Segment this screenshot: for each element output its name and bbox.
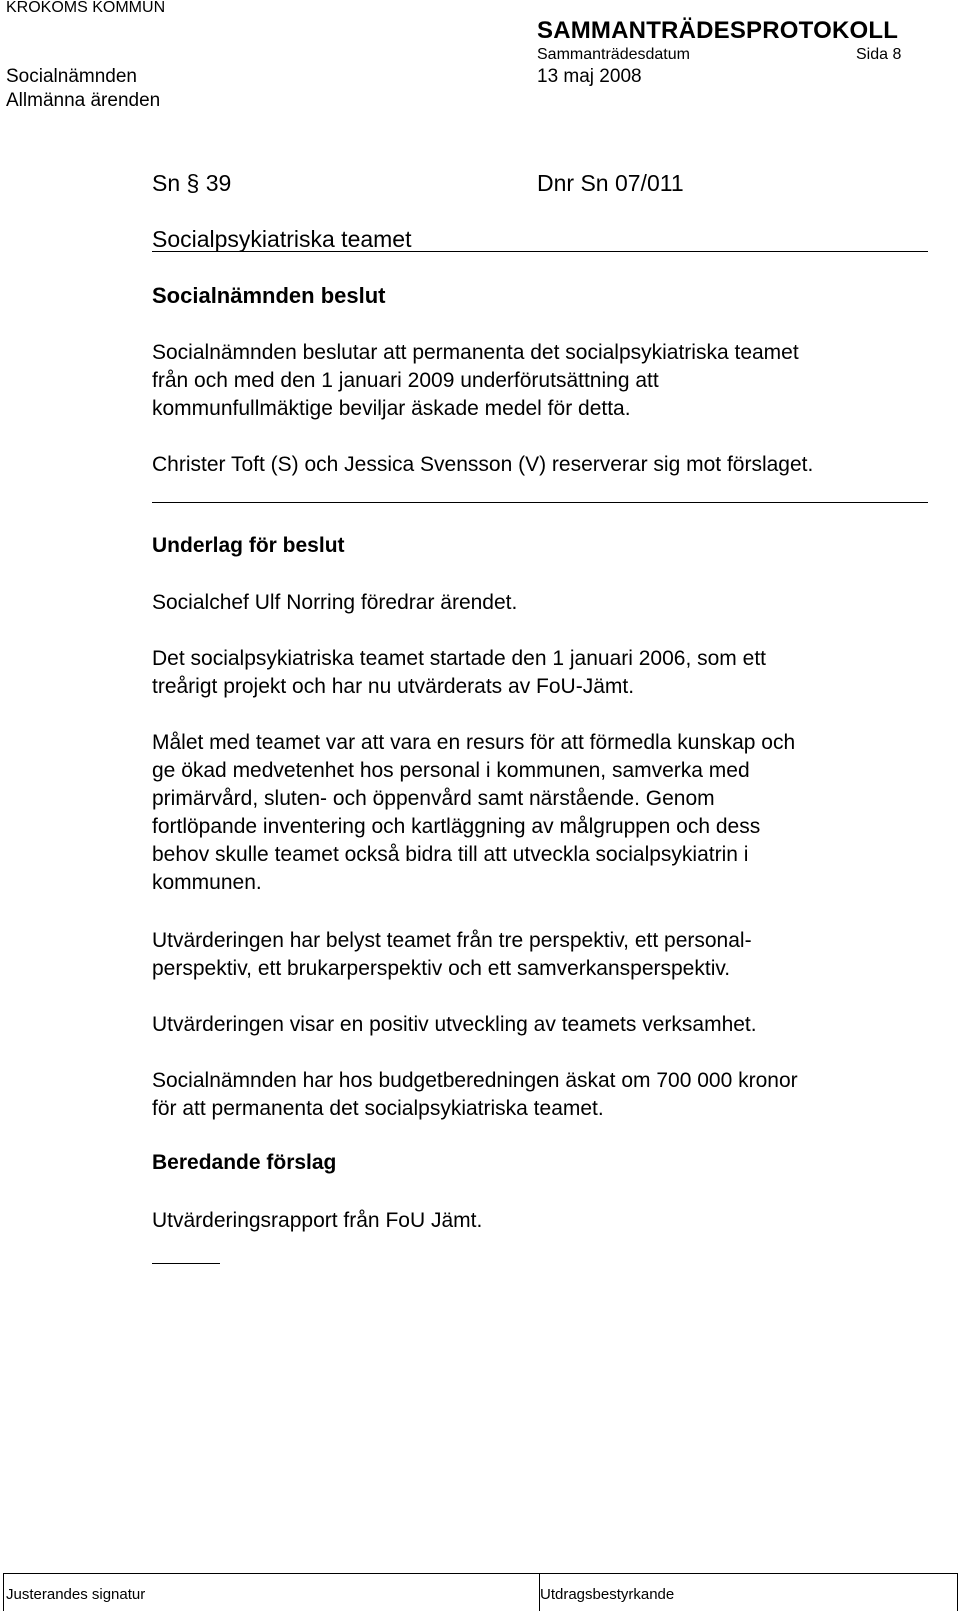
paragraph-line: kommunen.	[152, 871, 262, 894]
paragraph-line: perspektiv, ett brukarperspektiv och ett samverkansperspektiv.	[152, 957, 731, 980]
page-number: Sida 8	[856, 46, 902, 63]
certification-label: Utdragsbestyrkande	[540, 1586, 675, 1603]
basis-paragraph-6	[152, 1067, 798, 1123]
decision-line: Socialnämnden beslutar att permanenta det socialpsykiatriska teamet	[152, 341, 799, 364]
paragraph-line: Det socialpsykiatriska teamet startade den 1 januari 2006, som ett	[152, 647, 766, 670]
paragraph-line: fortlöpande inventering och kartläggning av målgruppen och dess	[152, 815, 761, 838]
decision-text	[152, 339, 799, 423]
signature-label: Justerandes signatur	[6, 1586, 146, 1603]
paragraph-line: treårigt projekt och har nu utvärderats av FoU-Jämt.	[152, 675, 635, 698]
basis-paragraph-1: Socialchef Ulf Norring föredrar ärendet.	[152, 591, 518, 614]
document-type-title: SAMMANTRÄDESPROTOKOLL	[537, 17, 899, 44]
basis-paragraph-3	[152, 729, 795, 897]
basis-paragraph-2	[152, 645, 766, 701]
matter-dnr: Dnr Sn 07/011	[537, 170, 684, 196]
section-divider	[152, 502, 928, 503]
matter-number: Sn § 39	[152, 170, 232, 196]
reservation-text: Christer Toft (S) och Jessica Svensson (V) reserverar sig mot förslaget.	[152, 453, 814, 476]
paragraph-line: ge ökad medvetenhet hos personal i kommunen, samverka med	[152, 759, 750, 782]
decision-line: från och med den 1 januari 2009 underförutsättning att	[152, 369, 659, 392]
footer-signature-box	[3, 1573, 540, 1611]
matter-title-underline	[152, 251, 928, 252]
paragraph-line: Socialnämnden har hos budgetberedningen äskat om 700 000 kronor	[152, 1069, 798, 1092]
paragraph-line: för att permanenta det socialpsykiatriska teamet.	[152, 1097, 604, 1120]
paragraph-line: Målet med teamet var att vara en resurs för att förmedla kunskap och	[152, 731, 796, 754]
basis-paragraph-4	[152, 927, 752, 983]
basis-heading: Underlag för beslut	[152, 534, 345, 557]
decision-line: kommunfullmäktige beviljar äskade medel för detta.	[152, 397, 631, 420]
committee-name: Socialnämnden	[6, 66, 137, 87]
organisation-name: KROKOMS KOMMUN	[6, 0, 166, 16]
paragraph-line: behov skulle teamet också bidra till att utveckla socialpsykiatrin i	[152, 843, 749, 866]
basis-paragraph-5: Utvärderingen visar en positiv utveckling av teamets verksamhet.	[152, 1013, 757, 1036]
meeting-date-label: Sammanträdesdatum	[537, 46, 690, 63]
decision-heading: Socialnämnden beslut	[152, 283, 386, 308]
section-name: Allmänna ärenden	[6, 90, 161, 111]
paragraph-line: Utvärderingen har belyst teamet från tre perspektiv, ett personal-	[152, 929, 752, 952]
meeting-date: 13 maj 2008	[537, 66, 642, 87]
end-mark	[152, 1263, 220, 1264]
proposal-heading: Beredande förslag	[152, 1151, 337, 1174]
paragraph-line: primärvård, sluten- och öppenvård samt närstående. Genom	[152, 787, 715, 810]
footer-certification-box	[538, 1573, 958, 1611]
matter-title: Socialpsykiatriska teamet	[152, 226, 412, 252]
proposal-text: Utvärderingsrapport från FoU Jämt.	[152, 1209, 483, 1232]
